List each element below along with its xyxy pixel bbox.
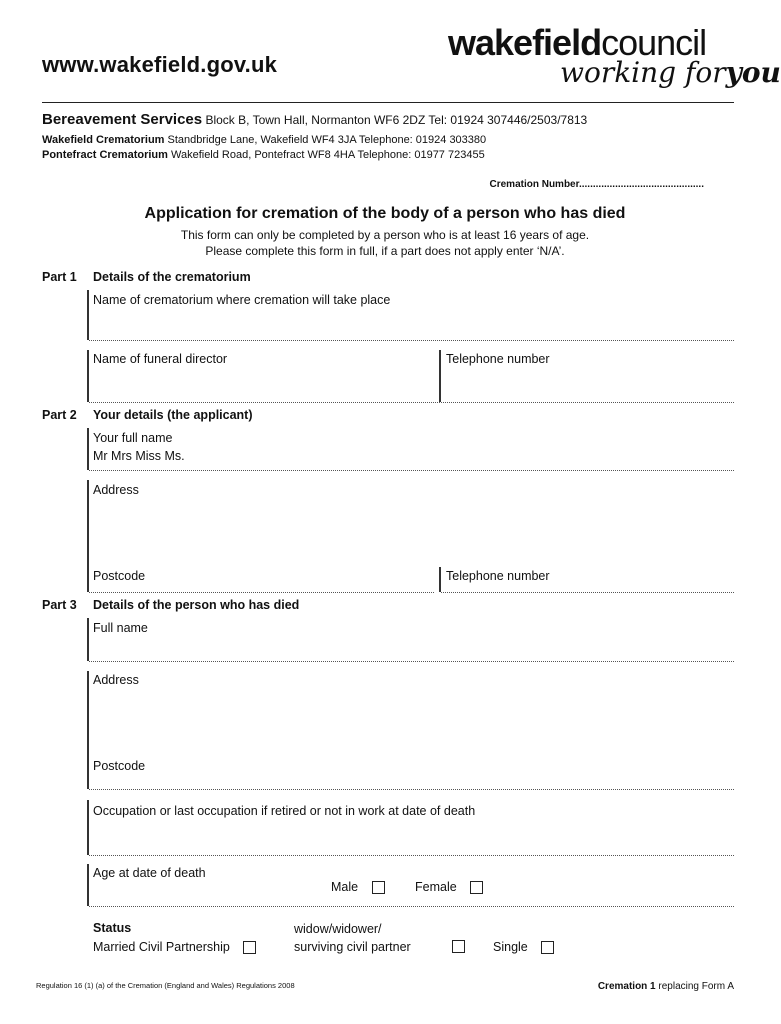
wakefield-crematorium-details: Standbridge Lane, Wakefield WF4 3JA Telephone: 01924 303380 bbox=[167, 134, 487, 146]
funeral-director-label[interactable]: Name of funeral director bbox=[93, 352, 228, 366]
widow-option[interactable] bbox=[452, 938, 465, 956]
field-underline bbox=[89, 789, 734, 790]
deceased-address-label[interactable]: Address bbox=[93, 673, 139, 687]
logo-wakefield: wakefield bbox=[448, 22, 602, 63]
single-option[interactable] bbox=[493, 940, 554, 954]
field-bar bbox=[87, 428, 89, 470]
field-bar bbox=[87, 800, 89, 855]
slogan-you: you bbox=[725, 56, 781, 89]
field-bar bbox=[87, 290, 89, 340]
part2-title: Your details (the applicant) bbox=[93, 408, 253, 422]
intro-line-1: This form can only be completed by a person who is at least 16 years of age. bbox=[180, 228, 590, 242]
crematorium-name-label[interactable]: Name of crematorium where cremation will take place bbox=[93, 293, 391, 307]
married-checkbox[interactable] bbox=[243, 941, 256, 954]
bereavement-services-line bbox=[42, 111, 587, 128]
field-underline bbox=[89, 906, 734, 907]
female-checkbox[interactable] bbox=[470, 881, 483, 894]
field-bar bbox=[87, 480, 89, 592]
field-underline bbox=[89, 855, 734, 856]
part3-title: Details of the person who has died bbox=[93, 598, 300, 612]
pontefract-crematorium-details: Wakefield Road, Pontefract WF8 4HA Telephone: 01977 723455 bbox=[170, 149, 485, 161]
part1-number: Part 1 bbox=[42, 270, 77, 284]
wakefield-crematorium-line bbox=[42, 134, 486, 146]
field-underline bbox=[89, 402, 734, 403]
female-option[interactable] bbox=[415, 880, 483, 894]
form-reference-replaces: replacing Form A bbox=[658, 981, 734, 992]
field-bar bbox=[439, 350, 441, 402]
council-slogan bbox=[560, 56, 781, 89]
deceased-age-label[interactable]: Age at date of death bbox=[93, 866, 206, 880]
part3-number: Part 3 bbox=[42, 598, 77, 612]
form-title: Application for cremation of the body of a person who has died bbox=[144, 205, 626, 222]
married-option[interactable] bbox=[93, 940, 256, 954]
form-reference bbox=[598, 981, 734, 992]
pontefract-crematorium-line bbox=[42, 149, 485, 161]
intro-line-2: Please complete this form in full, if a part does not apply enter ‘N/A’. bbox=[205, 244, 565, 258]
applicant-title-options[interactable]: Mr Mrs Miss Ms. bbox=[93, 449, 185, 463]
female-label: Female bbox=[415, 880, 457, 894]
male-option[interactable] bbox=[331, 880, 385, 894]
field-bar bbox=[87, 864, 89, 906]
single-label: Single bbox=[493, 940, 528, 954]
field-underline bbox=[441, 592, 734, 593]
field-bar bbox=[439, 567, 441, 592]
field-underline bbox=[89, 470, 734, 471]
male-checkbox[interactable] bbox=[372, 881, 385, 894]
header-divider bbox=[42, 102, 734, 103]
applicant-postcode-label[interactable]: Postcode bbox=[93, 569, 146, 583]
single-checkbox[interactable] bbox=[541, 941, 554, 954]
field-underline bbox=[89, 592, 434, 593]
bereavement-services-details: Block B, Town Hall, Normanton WF6 2DZ Tel: 01924 307446/2503/7813 bbox=[205, 113, 588, 127]
funeral-director-telephone-label[interactable]: Telephone number bbox=[446, 352, 550, 366]
logo-council: council bbox=[601, 22, 707, 63]
field-underline bbox=[89, 340, 734, 341]
field-bar bbox=[87, 671, 89, 789]
pontefract-crematorium-name: Pontefract Crematorium bbox=[42, 149, 168, 161]
deceased-postcode-label[interactable]: Postcode bbox=[93, 759, 146, 773]
part1-title: Details of the crematorium bbox=[93, 270, 251, 284]
applicant-address-label[interactable]: Address bbox=[93, 483, 139, 497]
regulation-footnote: Regulation 16 (1) (a) of the Cremation (England and Wales) Regulations 2008 bbox=[36, 981, 295, 990]
website-url: www.wakefield.gov.uk bbox=[42, 52, 278, 77]
status-heading: Status bbox=[93, 921, 132, 935]
male-label: Male bbox=[331, 880, 359, 894]
applicant-telephone-label[interactable]: Telephone number bbox=[446, 569, 550, 583]
deceased-full-name-label[interactable]: Full name bbox=[93, 621, 148, 635]
slogan-working-for: working for bbox=[560, 56, 726, 89]
field-bar bbox=[87, 618, 89, 661]
wakefield-crematorium-name: Wakefield Crematorium bbox=[42, 134, 165, 146]
cremation-number-field[interactable]: Cremation Number............................................. bbox=[489, 179, 704, 190]
form-reference-code: Cremation 1 bbox=[597, 981, 656, 992]
part2-number: Part 2 bbox=[42, 408, 77, 422]
deceased-occupation-label[interactable]: Occupation or last occupation if retired or not in work at date of death bbox=[93, 804, 476, 818]
applicant-full-name-label[interactable]: Your full name bbox=[93, 431, 173, 445]
widow-checkbox[interactable] bbox=[452, 940, 465, 953]
bereavement-services-name: Bereavement Services bbox=[42, 111, 203, 128]
field-underline bbox=[89, 661, 734, 662]
field-bar bbox=[87, 350, 89, 402]
married-label: Married Civil Partnership bbox=[93, 940, 230, 954]
widow-label-line-1: widow/widower/ bbox=[294, 922, 382, 936]
widow-label-line-2: surviving civil partner bbox=[294, 940, 411, 954]
